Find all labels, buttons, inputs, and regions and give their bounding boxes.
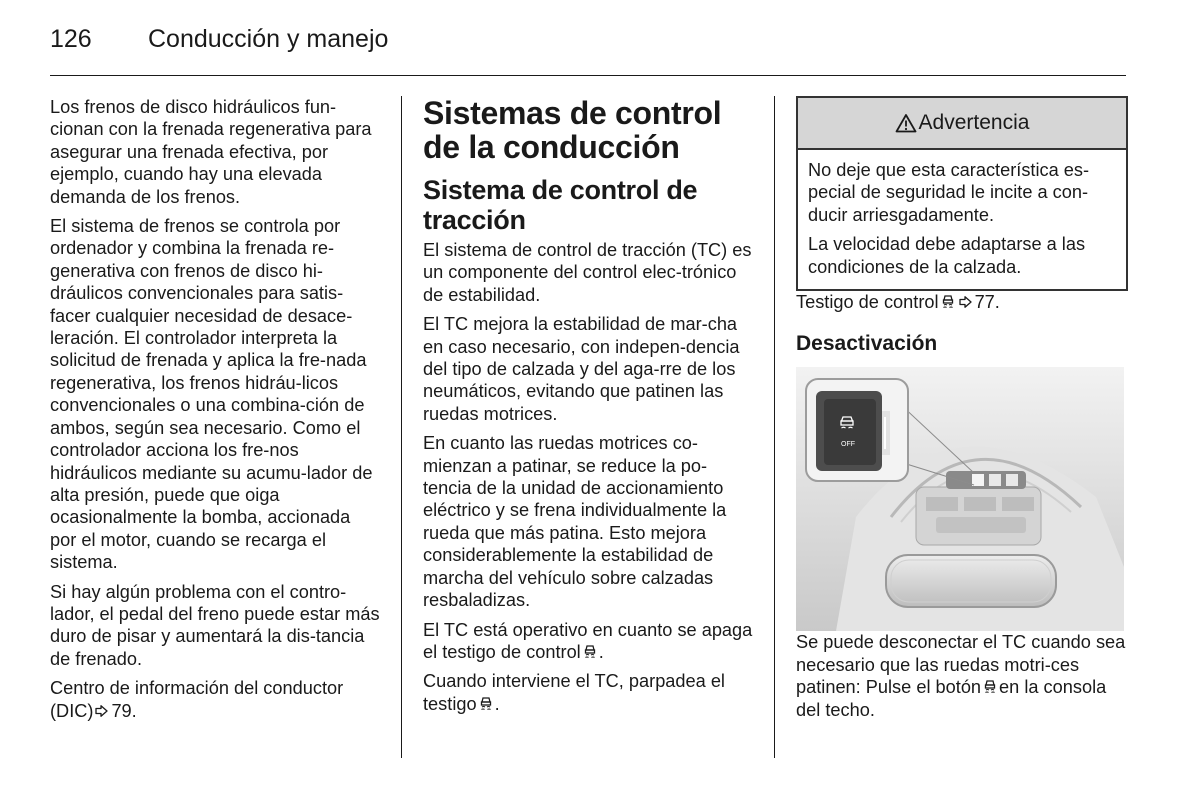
paragraph-regenerative-braking: Los frenos de disco hidráulicos fun-cionan con la frenada regenerativa para asegurar una frenada efectiva, por ejemplo, cuando hay una elevada demanda de los frenos.	[50, 97, 372, 207]
traction-control-icon	[583, 645, 597, 659]
traction-control-icon	[983, 680, 997, 694]
control-light-reference	[796, 291, 1128, 313]
column-right	[796, 96, 1128, 728]
deactivate-text: Se puede desconectar el TC cuando sea necesario que las ruedas motri-ces patinen: Pulse el botón	[796, 632, 1126, 698]
paragraph-tc-definition: El sistema de control de tracción (TC) es un componente del control elec-trónico de estabilidad.	[423, 240, 752, 305]
paragraph-controller-fault: Si hay algún problema con el contro-lador, el pedal del freno puede estar más duro de pisar y aumentará la dis-tancia de frenado.	[50, 581, 380, 669]
page-reference-arrow-icon	[959, 296, 972, 308]
tc-intervene-text: Cuando interviene el TC, parpadea el testigo	[423, 671, 725, 714]
control-light-text: Testigo de control	[796, 292, 939, 313]
dic-page-link[interactable]: 79.	[111, 700, 137, 721]
warning-paragraph: No deje que esta característica es-pecial de seguridad le incite a con-ducir arriesgadamente.	[808, 160, 1090, 225]
column-divider-left	[401, 96, 402, 758]
column-left	[50, 96, 380, 729]
paragraph-tc-operative: El TC está operativo en cuanto se apaga el testigo de control .	[423, 619, 753, 662]
header-divider	[50, 75, 1126, 76]
warning-title: Advertencia	[918, 110, 1030, 134]
paragraph-dic-reference	[50, 677, 380, 722]
traction-control-icon	[479, 697, 493, 711]
section-title: Sistemas de control de la conducción	[423, 95, 722, 165]
warning-body	[798, 150, 1126, 289]
off-button-label: OFF	[841, 441, 855, 449]
tc-operative-text: El TC está operativo en cuanto se apaga el testigo de control	[423, 619, 753, 662]
warning-header	[798, 98, 1126, 150]
dic-text: Centro de información del conductor (DIC)	[50, 678, 344, 721]
deactivate-text-end: en la consola del techo.	[796, 677, 1107, 720]
paragraph-tc-intervene: Cuando interviene el TC, parpadea el testigo .	[423, 671, 725, 714]
warning-triangle-icon	[895, 113, 917, 133]
column-divider-right	[774, 96, 775, 758]
paragraph-tc-operation: En cuanto las ruedas motrices co-mienzan a patinar, se reduce la po-tencia de la unidad de accionamiento eléctrico y se frena individualmente la rueda que más patina. Esto mejora considerablemente la estabilidad de marcha del vehículo sobre calzadas resbaladizas.	[423, 433, 727, 611]
control-light-page-link[interactable]: 77.	[974, 292, 1000, 313]
warning-paragraph: La velocidad debe adaptarse a las condiciones de la calzada.	[808, 234, 1086, 277]
paragraph-deactivation	[796, 631, 1128, 721]
subsection-title: Sistema de control de tracción	[423, 175, 698, 235]
warning-box	[796, 96, 1128, 291]
roof-console-illustration	[796, 367, 1124, 631]
column-middle	[423, 96, 755, 722]
chapter-title: Conducción y manejo	[148, 25, 389, 53]
page-reference-arrow-icon	[95, 705, 108, 717]
page-number: 126	[50, 25, 92, 53]
paragraph-tc-stability: El TC mejora la estabilidad de mar-cha en caso necesario, con indepen-dencia del tipo de calzada y del aga-rre de los neumáticos, evitando que patinen las ruedas motrices.	[423, 314, 740, 424]
paragraph-brake-controller: El sistema de frenos se controla por ordenador y combina la frenada re-generativa con frenos de disco hi-dráulicos convencionales para satis-facer cualquier necesidad de desace-leración. El controlador interpreta la solicitud de frenada y aplica la fre-nada regenerativa, los frenos hidráu-licos convencionales o una combina-ción de ambos, según sea necesario. Como el controlador acciona los fre-nos hidráulicos mediante su acumu-lador de alta presión, puede que oiga ocasionalmente la bomba, accionada por el motor, cuando se recarga el sistema.	[50, 216, 373, 573]
traction-control-icon	[941, 295, 955, 309]
deactivation-title: Desactivación	[796, 332, 938, 356]
